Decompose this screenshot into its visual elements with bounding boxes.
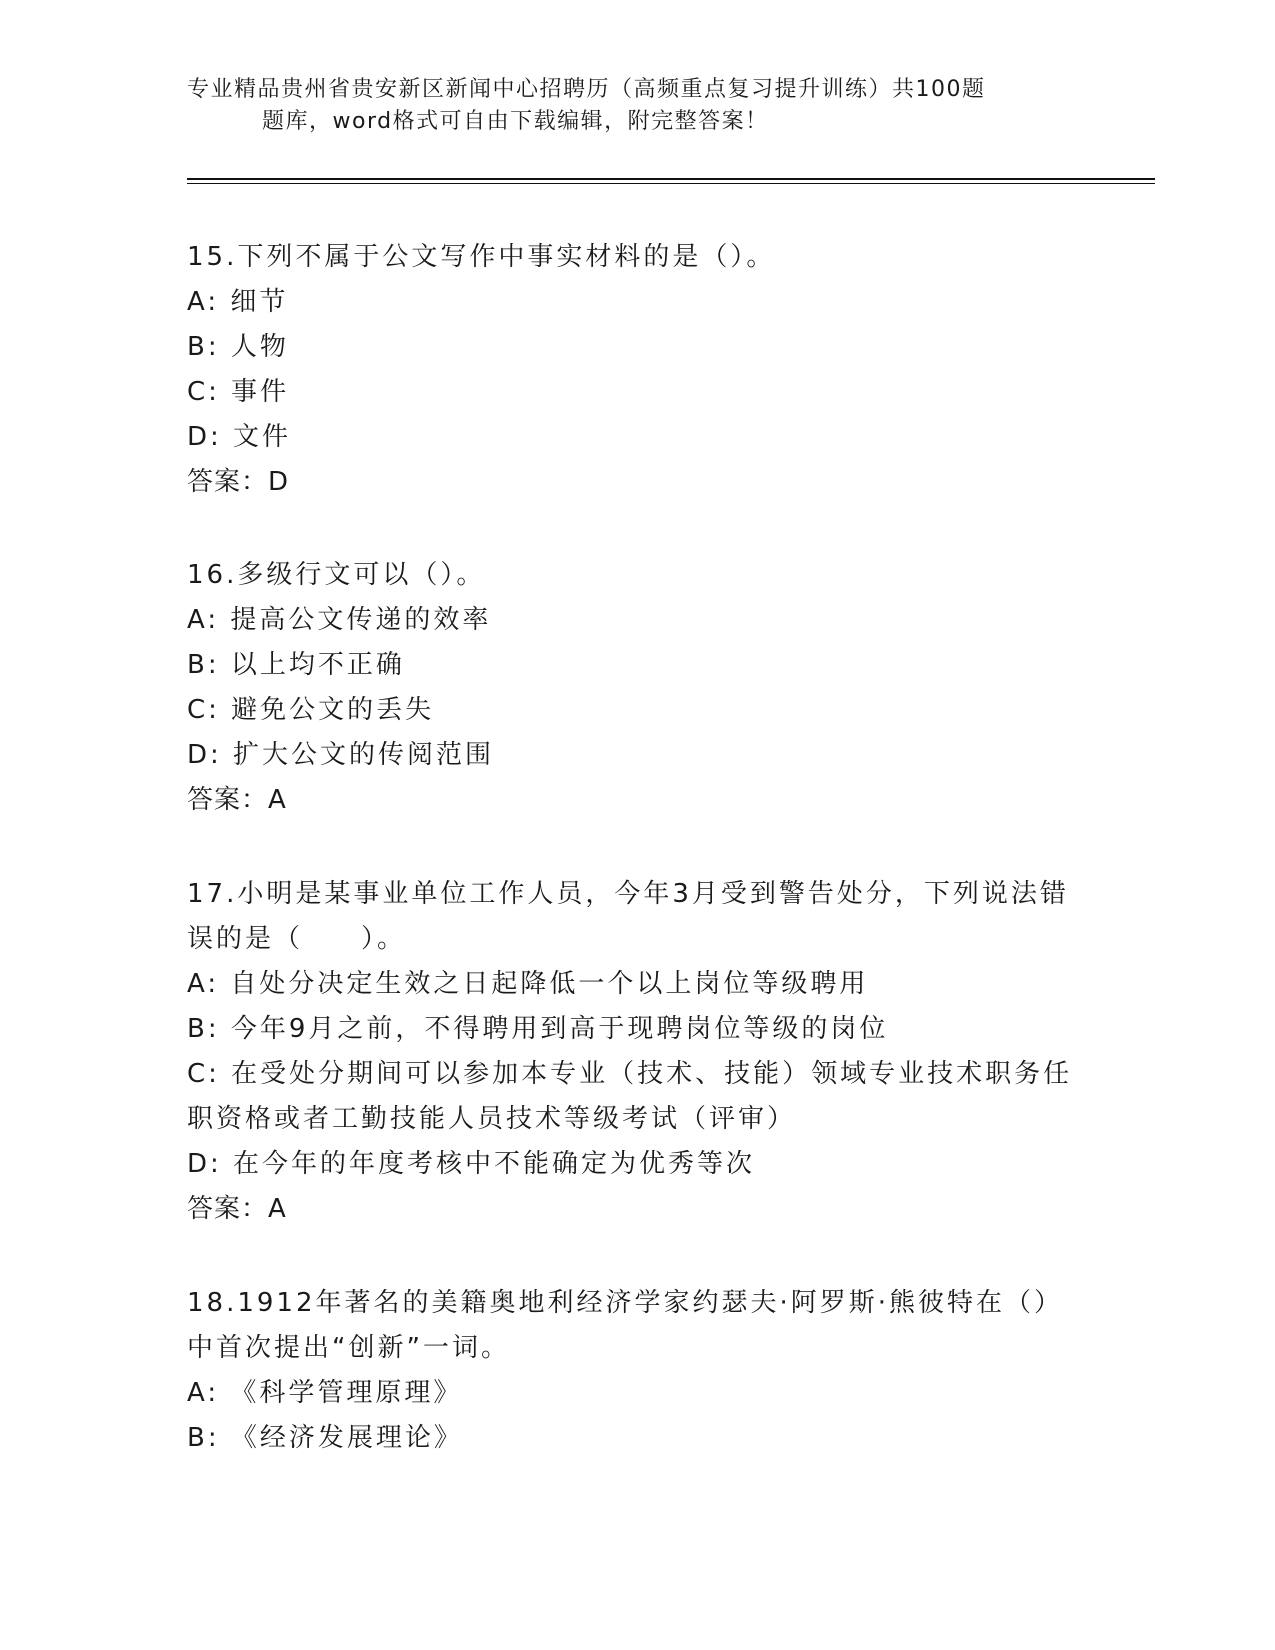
answer: 答案：A [187, 1194, 287, 1224]
header-divider-thick [187, 178, 1155, 180]
question-18 [187, 1281, 1087, 1461]
option-a: A: 细节 [187, 287, 289, 317]
option-b: B: 以上均不正确 [187, 650, 405, 680]
question-16 [187, 553, 1087, 823]
document-header [187, 74, 1087, 138]
option-d: D: 文件 [187, 422, 292, 452]
option-c-line2: 职资格或者工勤技能人员技术等级考试（评审） [187, 1104, 797, 1134]
option-a: A: 提高公文传递的效率 [187, 605, 492, 635]
question-stem: 16.多级行文可以（）。 [187, 560, 486, 590]
header-title-line1: 专业精品贵州省贵安新区新闻中心招聘历（高频重点复习提升训练）共100题 [187, 77, 986, 102]
question-15 [187, 235, 1087, 505]
option-b: B: 今年9月之前，不得聘用到高于现聘岗位等级的岗位 [187, 1014, 889, 1044]
question-stem: 15.下列不属于公文写作中事实材料的是（）。 [187, 242, 776, 272]
question-17 [187, 872, 1087, 1232]
option-c: C: 避免公文的丢失 [187, 695, 435, 725]
option-d: D: 在今年的年度考核中不能确定为优秀等次 [187, 1149, 756, 1179]
header-divider-thin [187, 183, 1155, 184]
question-stem-line2: 中首次提出“创新”一词。 [187, 1333, 510, 1363]
answer: 答案：A [187, 785, 287, 815]
option-b: B: 《经济发展理论》 [187, 1423, 463, 1453]
option-a: A: 自处分决定生效之日起降低一个以上岗位等级聘用 [187, 969, 869, 999]
question-stem-line2: 误的是（ ）。 [187, 924, 407, 954]
option-c-line1: C: 在受处分期间可以参加本专业（技术、技能）领域专业技术职务任 [187, 1059, 1073, 1089]
option-c: C: 事件 [187, 377, 290, 407]
header-title-line2: 题库，word格式可自由下载编辑，附完整答案！ [262, 109, 769, 134]
question-stem-line1: 17.小明是某事业单位工作人员，今年3月受到警告处分，下列说法错 [187, 879, 1069, 909]
option-d: D: 扩大公文的传阅范围 [187, 740, 495, 770]
answer: 答案：D [187, 467, 290, 497]
option-b: B: 人物 [187, 332, 289, 362]
option-a: A: 《科学管理原理》 [187, 1378, 463, 1408]
question-stem-line1: 18.1912年著名的美籍奥地利经济学家约瑟夫·阿罗斯·熊彼特在（） [187, 1288, 1064, 1318]
